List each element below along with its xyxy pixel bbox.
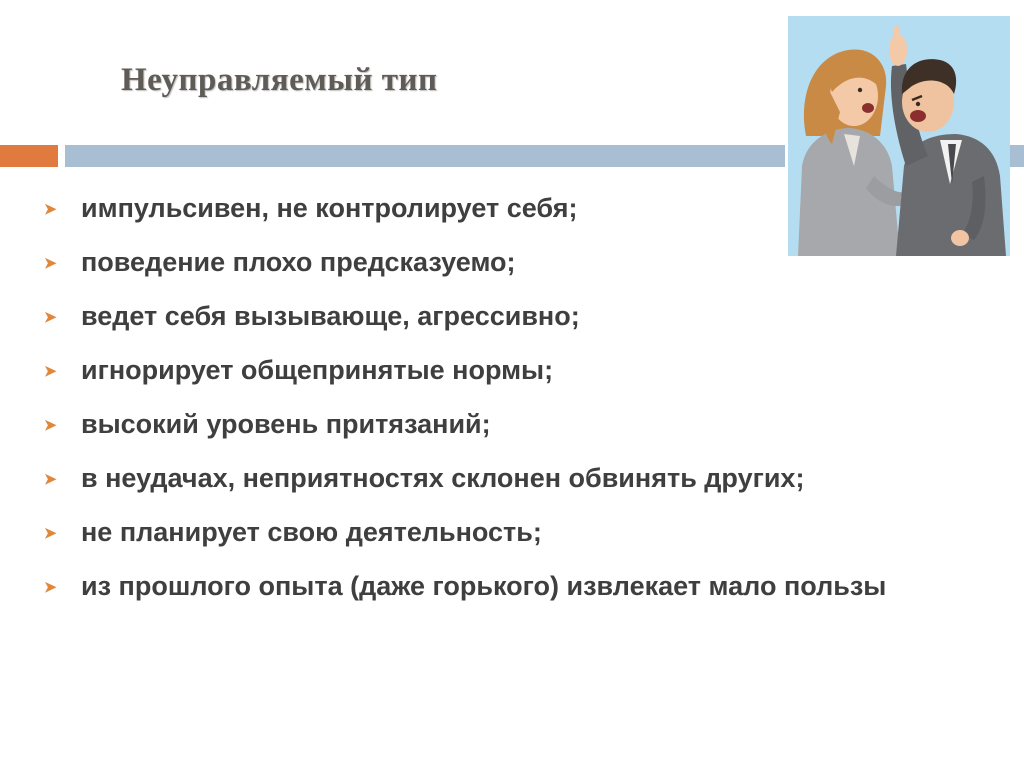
bullet-text: игнорирует общепринятые нормы; [81,355,554,385]
bullet-text: из прошлого опыта (даже горького) извлекает мало пользы [81,571,887,601]
bullet-text: импульсивен, не контролирует себя; [81,193,578,223]
bullet-item [44,568,1004,605]
slide-title: Неуправляемый тип [121,62,438,98]
accent-bar-blue [65,145,785,167]
accent-bar-orange [0,145,58,167]
arrow-right-icon: ➤ [44,309,57,326]
bullet-item [44,514,1004,551]
arrow-right-icon: ➤ [44,471,57,488]
bullet-item [44,244,1004,281]
bullet-item [44,298,1004,335]
bullet-text: не планирует свою деятельность; [81,517,542,547]
bullet-item [44,406,1004,443]
arrow-right-icon: ➤ [44,417,57,434]
arrow-right-icon: ➤ [44,201,57,218]
bullet-item [44,190,1004,227]
arrow-right-icon: ➤ [44,255,57,272]
arrow-right-icon: ➤ [44,579,57,596]
bullet-text: в неудачах, неприятностях склонен обвинять других; [81,463,805,493]
arrow-right-icon: ➤ [44,363,57,380]
bullet-list [44,190,1004,622]
bullet-text: ведет себя вызывающе, агрессивно; [81,301,580,331]
bullet-text: высокий уровень притязаний; [81,409,491,439]
arrow-right-icon: ➤ [44,525,57,542]
bullet-text: поведение плохо предсказуемо; [81,247,516,277]
accent-bar-blue-right [1010,145,1024,167]
bullet-item [44,352,1004,389]
bullet-item [44,460,1004,497]
